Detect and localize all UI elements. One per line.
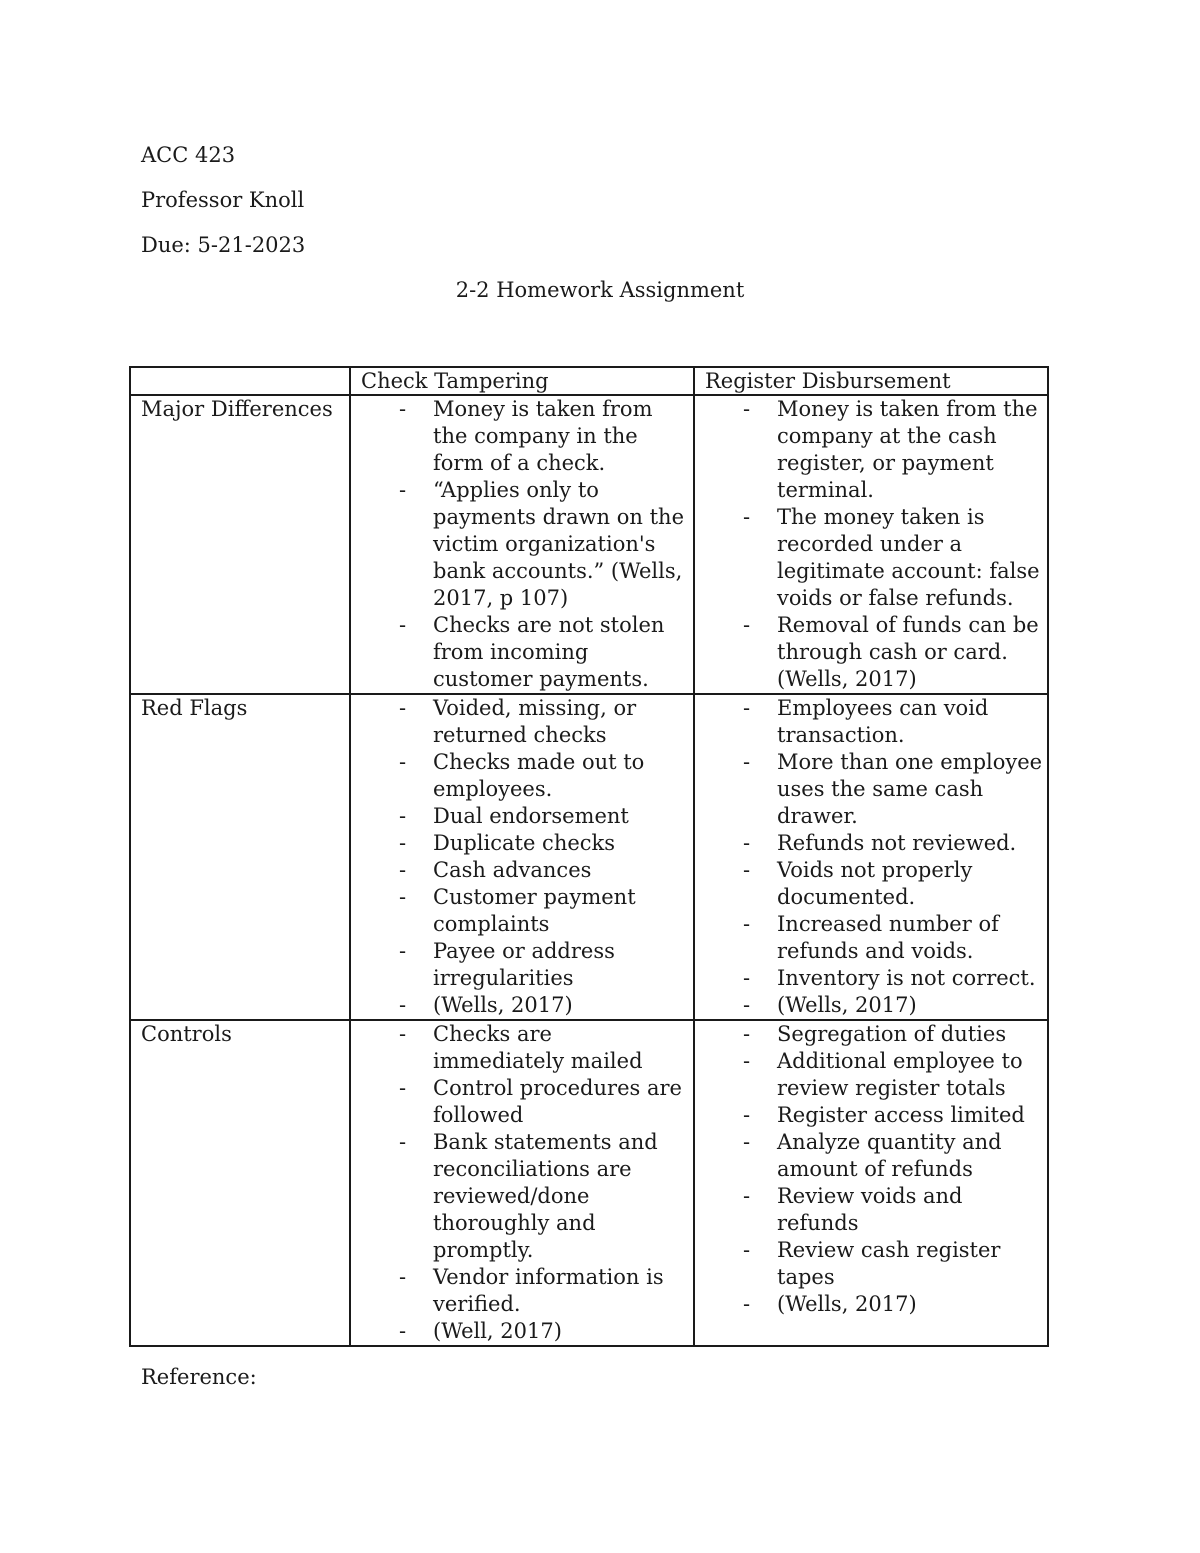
list-item: - Duplicate checks xyxy=(361,830,689,857)
table-corner-cell xyxy=(130,367,350,395)
list-item: - Refunds not reviewed. xyxy=(705,830,1043,857)
check-tampering-cell xyxy=(350,395,694,694)
professor-name: Professor Knoll xyxy=(141,188,305,212)
list-item: - Review voids and refunds xyxy=(705,1183,1043,1237)
list-item: - Control procedures are followed xyxy=(361,1075,689,1129)
list-item: - Segregation of duties xyxy=(705,1021,1043,1048)
list-item: - (Wells, 2017) xyxy=(705,1291,1043,1318)
list-item: - Checks are immediately mailed xyxy=(361,1021,689,1075)
column-header-register-disbursement: Register Disbursement xyxy=(694,367,1048,395)
row-label: Controls xyxy=(130,1020,350,1346)
list-item: - Review cash register tapes xyxy=(705,1237,1043,1291)
list-item: - Increased number of refunds and voids. xyxy=(705,911,1043,965)
list-item: - Register access limited xyxy=(705,1102,1043,1129)
register-disbursement-cell xyxy=(694,694,1048,1020)
reference-label: Reference: xyxy=(141,1365,257,1389)
row-label: Red Flags xyxy=(130,694,350,1020)
due-date: Due: 5-21-2023 xyxy=(141,233,306,257)
list-item: - Additional employee to review register totals xyxy=(705,1048,1043,1102)
list-item: - More than one employee uses the same cash drawer. xyxy=(705,749,1043,830)
list-item: - Vendor information is verified. xyxy=(361,1264,689,1318)
list-item: - Removal of funds can be through cash or card. (Wells, 2017) xyxy=(705,612,1043,693)
course-code: ACC 423 xyxy=(141,143,236,167)
list-item: - Voided, missing, or returned checks xyxy=(361,695,689,749)
list-item: - Money is taken from the company at the cash register, or payment terminal. xyxy=(705,396,1043,504)
list-item: - Checks are not stolen from incoming customer payments. xyxy=(361,612,689,693)
bullet-list xyxy=(361,695,689,1019)
list-item: - (Wells, 2017) xyxy=(361,992,689,1019)
bullet-list xyxy=(705,695,1043,1019)
list-item: - Payee or address irregularities xyxy=(361,938,689,992)
list-item: - Voids not properly documented. xyxy=(705,857,1043,911)
list-item: - (Wells, 2017) xyxy=(705,992,1043,1019)
column-header-check-tampering: Check Tampering xyxy=(350,367,694,395)
list-item: - Bank statements and reconciliations are reviewed/done thoroughly and promptly. xyxy=(361,1129,689,1264)
list-item: - Checks made out to employees. xyxy=(361,749,689,803)
bullet-list xyxy=(361,396,689,693)
table-row-controls xyxy=(130,1020,1048,1346)
list-item: - Analyze quantity and amount of refunds xyxy=(705,1129,1043,1183)
register-disbursement-cell xyxy=(694,1020,1048,1346)
row-label: Major Differences xyxy=(130,395,350,694)
list-item: - Cash advances xyxy=(361,857,689,884)
table-row-red-flags xyxy=(130,694,1048,1020)
list-item: - (Well, 2017) xyxy=(361,1318,689,1345)
list-item: - “Applies only to payments drawn on the victim organization's bank accounts.” (Wells, 2017, p 107) xyxy=(361,477,689,612)
list-item: - Inventory is not correct. xyxy=(705,965,1043,992)
comparison-table xyxy=(129,366,1049,1347)
list-item: - Money is taken from the company in the form of a check. xyxy=(361,396,689,477)
assignment-title: 2-2 Homework Assignment xyxy=(455,278,745,302)
register-disbursement-cell xyxy=(694,395,1048,694)
list-item: - Dual endorsement xyxy=(361,803,689,830)
bullet-list xyxy=(705,396,1043,693)
bullet-list xyxy=(361,1021,689,1345)
list-item: - The money taken is recorded under a legitimate account: false voids or false refunds. xyxy=(705,504,1043,612)
table-header-row xyxy=(130,367,1048,395)
check-tampering-cell xyxy=(350,1020,694,1346)
bullet-list xyxy=(705,1021,1043,1318)
list-item: - Employees can void transaction. xyxy=(705,695,1043,749)
list-item: - Customer payment complaints xyxy=(361,884,689,938)
table-row-major-differences xyxy=(130,395,1048,694)
check-tampering-cell xyxy=(350,694,694,1020)
